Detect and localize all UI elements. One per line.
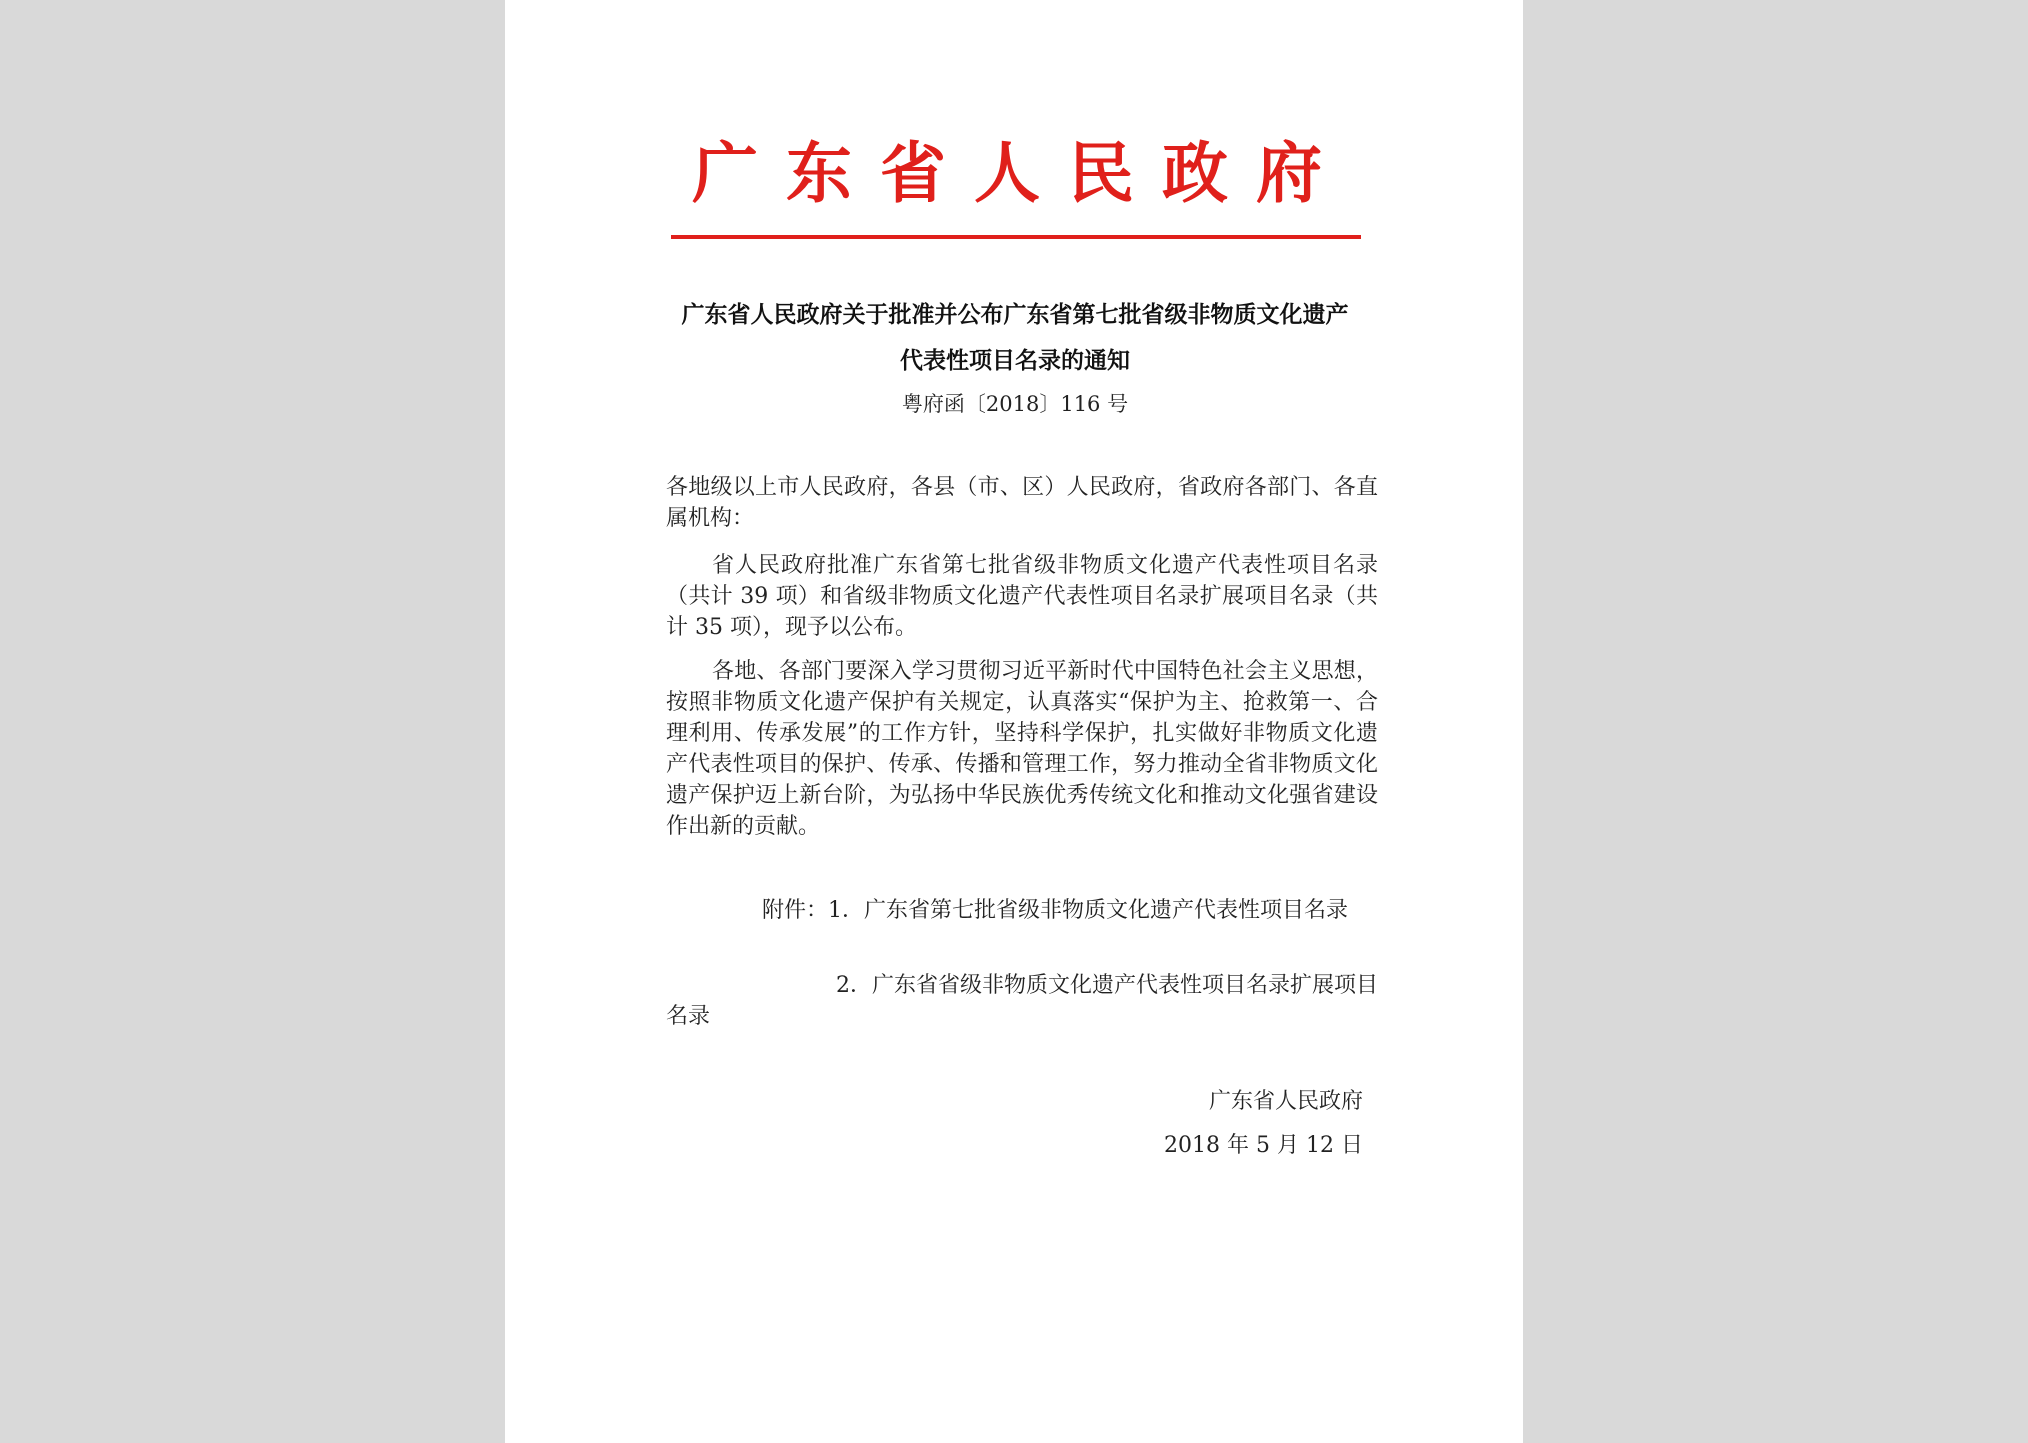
attachment-2: 2．广东省省级非物质文化遗产代表性项目名录扩展项目名录 [666, 973, 1378, 1029]
body-paragraph-1: 省人民政府批准广东省第七批省级非物质文化遗产代表性项目名录（共计 39 项）和省级非物质文化遗产代表性项目名录扩展项目名录（共计 35 项），现予以公布。 [666, 553, 1378, 640]
masthead-red-rule [671, 235, 1361, 239]
document-title-line1: 广东省人民政府关于批准并公布广东省第七批省级非物质文化遗产 [681, 302, 1349, 328]
document-page [505, 0, 1523, 1443]
body-paragraph-2: 各地、各部门要深入学习贯彻习近平新时代中国特色社会主义思想，按照非物质文化遗产保护有关规定，认真落实“保护为主、抢救第一、合理利用、传承发展”的工作方针，坚持科学保护，扎实做好非物质文化遗产代表性项目的保护、传承、传播和管理工作，努力推动全省非物质文化遗产保护迈上新台阶，为弘扬中华民族优秀传统文化和推动文化强省建设作出新的贡献。 [666, 659, 1378, 839]
masthead-title: 广东省人民政府 [692, 134, 1350, 212]
salutation: 各地级以上市人民政府，各县（市、区）人民政府，省政府各部门、各直属机构： [666, 475, 1378, 531]
signature-date: 2018 年 5 月 12 日 [1164, 1133, 1363, 1158]
document-number: 粤府函〔2018〕116 号 [901, 392, 1129, 416]
attachment-1: 附件：1．广东省第七批省级非物质文化遗产代表性项目名录 [762, 898, 1348, 923]
document-title [665, 292, 1365, 384]
signature-organization: 广东省人民政府 [1208, 1089, 1363, 1114]
document-title-line2: 代表性项目名录的通知 [900, 348, 1130, 374]
